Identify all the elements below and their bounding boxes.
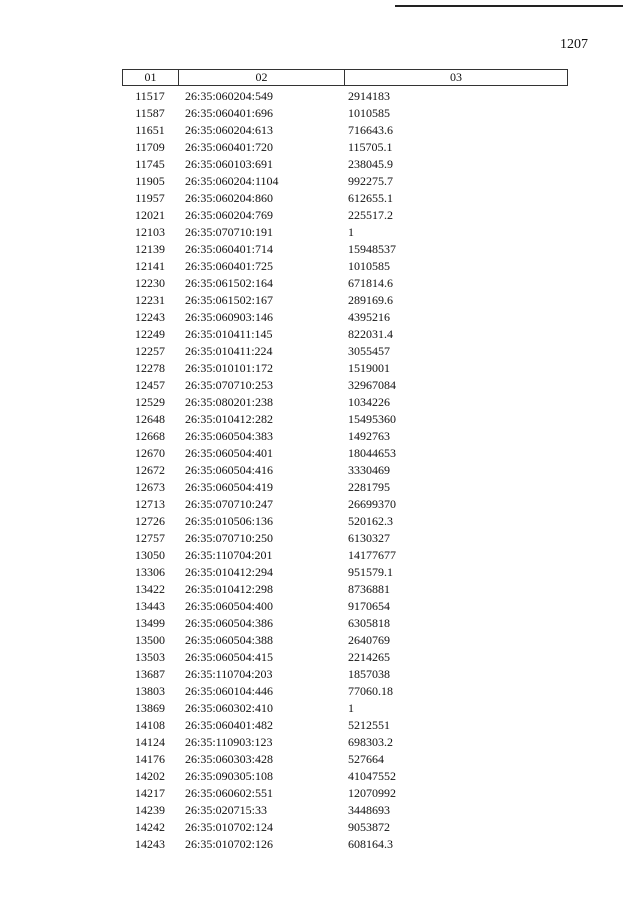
table-cell-col-01: 13803 [135,684,165,698]
table-cell-col-03: 15948537 [348,242,396,256]
table-cell-col-03: 5212551 [348,718,390,732]
table-row [122,751,568,768]
table-row [122,292,568,309]
table-row [122,513,568,530]
table-cell-col-01: 11905 [135,174,165,188]
table-cell-col-02: 26:35:110704:201 [185,548,273,562]
table-cell-col-01: 13422 [135,582,165,596]
table-row [122,190,568,207]
table-cell-col-03: 2281795 [348,480,390,494]
table-cell-col-02: 26:35:060401:696 [185,106,274,120]
table-cell-col-01: 14242 [135,820,165,834]
table-row [122,785,568,802]
table-cell-col-02: 26:35:060302:410 [185,701,274,715]
header-col-01: 01 [123,70,179,85]
table-cell-col-03: 3330469 [348,463,390,477]
table-cell-col-03: 32967084 [348,378,396,392]
table-row [122,683,568,700]
table-row [122,326,568,343]
table-body [122,88,568,853]
table-cell-col-01: 12257 [135,344,165,358]
table-row [122,649,568,666]
table-row [122,479,568,496]
table-cell-col-02: 26:35:010101:172 [185,361,274,375]
table-cell-col-02: 26:35:010412:294 [185,565,274,579]
table-row [122,411,568,428]
table-cell-col-01: 14243 [135,837,165,851]
table-cell-col-03: 608164.3 [348,837,393,851]
table-cell-col-02: 26:35:060204:769 [185,208,274,222]
table-cell-col-01: 11745 [135,157,165,171]
table-cell-col-02: 26:35:010412:282 [185,412,274,426]
table-cell-col-01: 14108 [135,718,165,732]
table-cell-col-03: 1010585 [348,106,390,120]
table-cell-col-02: 26:35:060504:416 [185,463,274,477]
table-row [122,530,568,547]
table-cell-col-02: 26:35:090305:108 [185,769,274,783]
table-cell-col-02: 26:35:020715:33 [185,803,268,817]
table-cell-col-01: 13050 [135,548,165,562]
table-row [122,581,568,598]
table-cell-col-02: 26:35:010411:145 [185,327,273,341]
table-cell-col-03: 18044653 [348,446,396,460]
table-cell-col-01: 12103 [135,225,165,239]
table-cell-col-03: 1 [348,701,354,715]
table-cell-col-02: 26:35:060504:401 [185,446,274,460]
table-cell-col-02: 26:35:060504:400 [185,599,274,613]
table-cell-col-01: 12141 [135,259,165,273]
table-header [122,69,568,86]
table-row [122,343,568,360]
table-cell-col-02: 26:35:060903:146 [185,310,274,324]
table-row [122,768,568,785]
table-cell-col-01: 12243 [135,310,165,324]
table-row [122,462,568,479]
table-cell-col-01: 12139 [135,242,165,256]
table-cell-col-01: 12726 [135,514,165,528]
page-number: 1207 [560,37,588,52]
table-cell-col-03: 1857038 [348,667,390,681]
table-cell-col-01: 13503 [135,650,165,664]
table-cell-col-01: 14202 [135,769,165,783]
table-cell-col-01: 14239 [135,803,165,817]
table-cell-col-02: 26:35:060504:388 [185,633,274,647]
table-cell-col-01: 12230 [135,276,165,290]
table-cell-col-03: 520162.3 [348,514,393,528]
table-row [122,802,568,819]
table-cell-col-01: 12673 [135,480,165,494]
table-row [122,224,568,241]
table-cell-col-01: 12648 [135,412,165,426]
table-row [122,819,568,836]
table-cell-col-02: 26:35:010412:298 [185,582,274,596]
table-cell-col-03: 14177677 [348,548,396,562]
table-row [122,717,568,734]
table-cell-col-02: 26:35:060602:551 [185,786,274,800]
table-row [122,241,568,258]
table-cell-col-03: 15495360 [348,412,396,426]
table-cell-col-02: 26:35:060401:720 [185,140,274,154]
table-cell-col-01: 12249 [135,327,165,341]
table-row [122,122,568,139]
table-cell-col-03: 671814.6 [348,276,393,290]
top-rule [395,5,623,7]
table-cell-col-03: 1034226 [348,395,390,409]
table-row [122,258,568,275]
header-col-02: 02 [179,70,345,85]
table-row [122,564,568,581]
table-cell-col-03: 238045.9 [348,157,393,171]
table-cell-col-01: 13499 [135,616,165,630]
table-row [122,428,568,445]
data-table [122,69,568,853]
table-row [122,445,568,462]
table-row [122,836,568,853]
table-cell-col-03: 6305818 [348,616,390,630]
table-cell-col-03: 12070992 [348,786,396,800]
table-cell-col-03: 77060.18 [348,684,393,698]
table-cell-col-02: 26:35:060504:386 [185,616,274,630]
table-cell-col-03: 716643.6 [348,123,393,137]
table-cell-col-02: 26:35:070710:253 [185,378,274,392]
table-cell-col-03: 2214265 [348,650,390,664]
table-cell-col-01: 11651 [135,123,165,137]
table-cell-col-02: 26:35:061502:167 [185,293,274,307]
table-cell-col-02: 26:35:060204:860 [185,191,274,205]
table-cell-col-03: 2640769 [348,633,390,647]
table-row [122,394,568,411]
table-cell-col-03: 992275.7 [348,174,393,188]
table-cell-col-01: 11517 [135,89,165,103]
table-row [122,360,568,377]
table-row [122,309,568,326]
table-cell-col-02: 26:35:061502:164 [185,276,274,290]
table-cell-col-02: 26:35:060504:383 [185,429,274,443]
table-cell-col-03: 289169.6 [348,293,393,307]
table-row [122,156,568,173]
table-cell-col-03: 698303.2 [348,735,393,749]
table-row [122,700,568,717]
table-cell-col-03: 225517.2 [348,208,393,222]
table-cell-col-03: 1492763 [348,429,390,443]
table-cell-col-03: 1519001 [348,361,390,375]
table-cell-col-01: 13500 [135,633,165,647]
table-cell-col-03: 6130327 [348,531,390,545]
table-cell-col-02: 26:35:060504:419 [185,480,274,494]
table-cell-col-02: 26:35:060303:428 [185,752,274,766]
table-cell-col-03: 1 [348,225,354,239]
table-cell-col-01: 13443 [135,599,165,613]
table-cell-col-02: 26:35:060104:446 [185,684,274,698]
table-cell-col-03: 9170654 [348,599,390,613]
table-row [122,105,568,122]
table-cell-col-01: 12757 [135,531,165,545]
table-cell-col-01: 12713 [135,497,165,511]
table-cell-col-03: 26699370 [348,497,396,511]
table-cell-col-01: 12672 [135,463,165,477]
table-cell-col-03: 1010585 [348,259,390,273]
table-row [122,496,568,513]
table-cell-col-03: 9053872 [348,820,390,834]
table-cell-col-01: 12021 [135,208,165,222]
table-cell-col-01: 11587 [135,106,165,120]
table-row [122,139,568,156]
header-col-03: 03 [450,70,462,84]
table-cell-col-03: 115705.1 [348,140,393,154]
table-cell-col-01: 14217 [135,786,165,800]
table-cell-col-01: 11709 [135,140,165,154]
table-cell-col-01: 14176 [135,752,165,766]
table-cell-col-01: 12670 [135,446,165,460]
table-cell-col-01: 14124 [135,735,165,749]
table-cell-col-02: 26:35:060401:714 [185,242,274,256]
table-cell-col-02: 26:35:060401:482 [185,718,274,732]
table-cell-col-02: 26:35:080201:238 [185,395,274,409]
table-row [122,666,568,683]
table-row [122,615,568,632]
table-cell-col-02: 26:35:060204:613 [185,123,274,137]
table-cell-col-02: 26:35:070710:191 [185,225,274,239]
table-cell-col-01: 12457 [135,378,165,392]
table-cell-col-02: 26:35:010506:136 [185,514,274,528]
table-cell-col-02: 26:35:010702:124 [185,820,274,834]
table-cell-col-01: 13306 [135,565,165,579]
table-cell-col-03: 4395216 [348,310,390,324]
table-cell-col-01: 12231 [135,293,165,307]
table-row [122,547,568,564]
table-cell-col-01: 12529 [135,395,165,409]
table-row [122,207,568,224]
table-row [122,275,568,292]
table-cell-col-01: 13869 [135,701,165,715]
table-cell-col-02: 26:35:060401:725 [185,259,274,273]
table-cell-col-03: 3448693 [348,803,390,817]
table-cell-col-02: 26:35:060103:691 [185,157,274,171]
table-row [122,734,568,751]
table-cell-col-02: 26:35:070710:250 [185,531,274,545]
table-cell-col-01: 12278 [135,361,165,375]
table-cell-col-03: 822031.4 [348,327,393,341]
table-cell-col-03: 41047552 [348,769,396,783]
table-cell-col-02: 26:35:110704:203 [185,667,273,681]
table-cell-col-02: 26:35:060204:549 [185,89,274,103]
table-row [122,598,568,615]
table-cell-col-01: 11957 [135,191,165,205]
table-row [122,377,568,394]
table-cell-col-02: 26:35:060504:415 [185,650,274,664]
table-cell-col-02: 26:35:010702:126 [185,837,274,851]
table-cell-col-03: 3055457 [348,344,390,358]
table-row [122,632,568,649]
table-cell-col-01: 12668 [135,429,165,443]
table-cell-col-02: 26:35:060204:1104 [185,174,279,188]
table-cell-col-02: 26:35:010411:224 [185,344,273,358]
table-cell-col-01: 13687 [135,667,165,681]
table-row [122,173,568,190]
table-cell-col-03: 8736881 [348,582,390,596]
table-cell-col-02: 26:35:110903:123 [185,735,273,749]
table-cell-col-03: 951579.1 [348,565,393,579]
table-cell-col-02: 26:35:070710:247 [185,497,274,511]
table-cell-col-03: 2914183 [348,89,390,103]
table-cell-col-03: 612655.1 [348,191,393,205]
table-cell-col-03: 527664 [348,752,384,766]
table-row [122,88,568,105]
